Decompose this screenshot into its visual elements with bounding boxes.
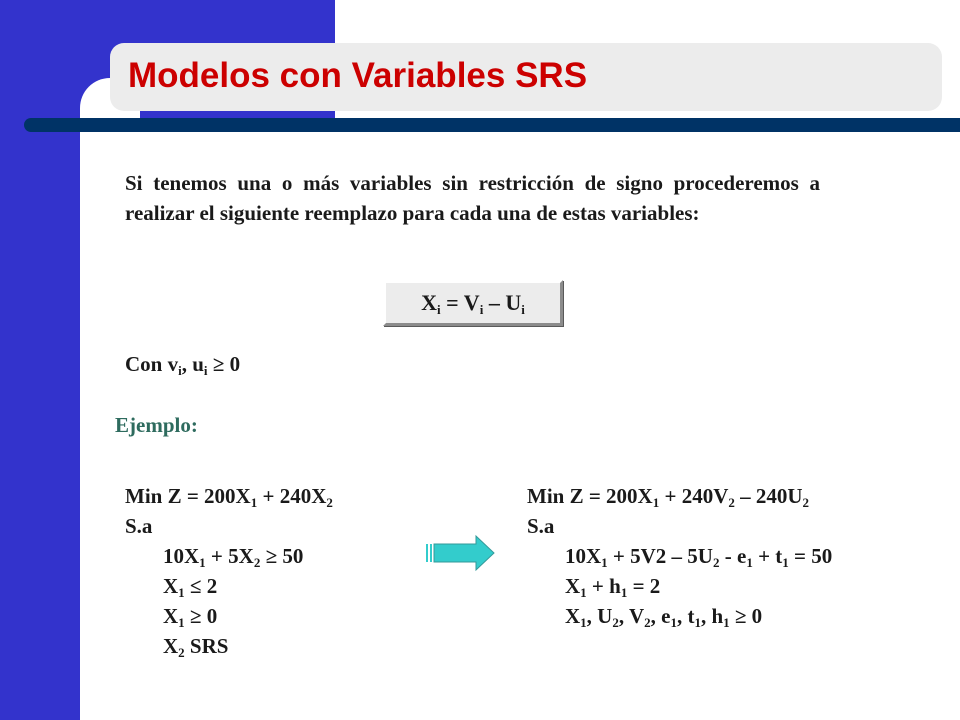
non-negativity-condition: Con $v_i$, $u_i \ge 0$ bbox=[125, 352, 241, 378]
subject-to-label: S.a bbox=[125, 514, 153, 538]
page-title: Modelos con Variables SRS bbox=[128, 56, 588, 95]
substitution-formula: $X_i = V_i - U_i$ bbox=[421, 290, 525, 317]
sidebar-band bbox=[0, 0, 80, 720]
title-divider bbox=[24, 118, 960, 132]
example-label: Ejemplo: bbox=[115, 413, 198, 437]
constraint-2: $X_1 \le 2$ bbox=[163, 574, 218, 600]
intro-paragraph: Si tenemos una o más variables sin restricción de signo procederemos a realizar el siguiente reemplazo para cada una de estas variables: bbox=[125, 171, 820, 225]
objective-function-transformed: Min $Z = 200X_1 + 240V_2 - 240U_2$ bbox=[527, 484, 810, 510]
constraint-3: $X_1 \ge 0$ bbox=[163, 604, 218, 630]
substitution-formula-box bbox=[383, 280, 563, 326]
original-model bbox=[125, 481, 333, 661]
objective-function: Min $Z = 200X_1 + 240X_2$ bbox=[125, 484, 333, 510]
non-negativity-transformed: $X_1$, $U_2$, $V_2$, $e_1$, $t_1$, $h_1 \ge 0$ bbox=[565, 604, 763, 630]
transformed-model bbox=[527, 481, 832, 631]
title-box bbox=[110, 43, 942, 111]
constraint-4: $X_2$ SRS bbox=[163, 634, 229, 660]
constraint-1: $10X_1 + 5X_2 \ge 50$ bbox=[163, 544, 304, 570]
constraint-2-transformed: $X_1 + h_1 = 2$ bbox=[565, 574, 661, 600]
subject-to-label-transformed: S.a bbox=[527, 514, 555, 538]
right-arrow-icon bbox=[424, 534, 496, 572]
constraint-1-transformed: $10X_1 + 5V2 - 5U_2 - e_1 + t_1 = 50$ bbox=[565, 544, 833, 570]
